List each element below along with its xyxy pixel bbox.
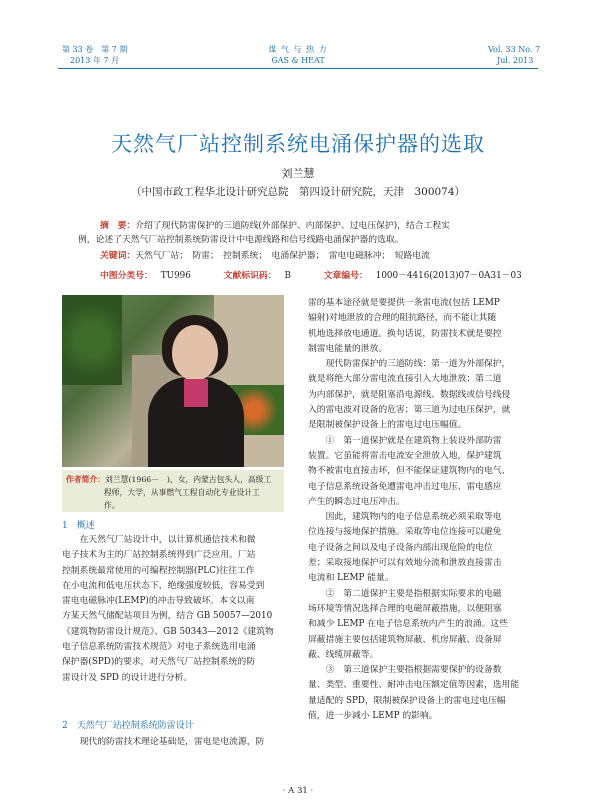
text-line: 因此，建筑物内的电子信息系统必须采取等电 [325,512,502,523]
abstract-text-2: 例，论述了天然气厂站控制系统防雷设计中电源线路和信号线路电涌保护器的选取。 [78,235,404,245]
clc-value: TU996 [160,271,191,281]
volume-issue: 第 33 卷 第 7 期 [62,45,128,54]
text-line: ③ 第三道保护主要指根据需要保护的设备数 [325,665,502,676]
header-rule [58,68,538,69]
journal-name-en: GAS & HEAT [271,56,325,65]
text-line: 《建筑物防雷设计规范》、GB 50343—2012《建筑物 [62,626,274,637]
text-line: 屏蔽措施主要包括建筑物屏蔽、机房屏蔽、设备屏 [308,634,502,645]
bio-line-1: 刘兰慧(1966－ )，女，内蒙古包头人，高级工 [104,475,272,484]
journal-name-cn: 煤 气 与 热 力 [268,45,328,54]
text-line: 现代防雷保护的三道防线：第一道为外部保护， [325,359,511,370]
classification-line [100,268,538,281]
publication-date-en: Jul. 2013 [497,56,534,65]
author-affiliation: （中国市政工程华北设计研究总院 第四设计研究院，天津 300074） [130,186,466,198]
text-line: 雷设计及 SPD 的设计进行分析。 [62,672,193,683]
text-line: 差；采取接地保护可以有效地分流和泄放直接雷击 [308,558,502,569]
text-line: 为内部保护，就是阻塞沿电源线、数据线或信号线侵 [308,389,511,400]
text-line: 物不被雷电直接击坏，但不能保证建筑物内的电气、 [308,466,511,477]
bio-line-2: 程师，大学，从事燃气工程自动化专业设计工 [104,488,260,497]
text-line: 电子信息系统防雷技术规范》对电子系统选用电涌 [62,642,256,653]
section-heading-2: 2 天然气厂站控制系统防雷设计 [62,721,194,731]
text-line: 装置。它虽能将雷击电流安全泄放入地，保护建筑 [308,450,502,461]
text-line: 保护器(SPD)的要求，对天然气厂站控制系统的防 [62,657,256,668]
right-column [308,296,540,724]
article-number-label: 文章编号： [323,271,368,281]
text-line: 产生的瞬态过电压冲击。 [308,496,405,507]
doc-code-label: 文献标识码： [223,271,277,281]
publication-date: 2013 年 7 月 [70,56,120,65]
text-line: 电子设备之间以及电子设备内部出现危险的电位 [308,542,493,553]
abstract-text-1: 介绍了现代防雷保护的三道防线(外部保护、内部保护、过电压保护)，结合工程实 [135,221,450,231]
abstract-label: 摘 要： [100,221,136,231]
text-line: 在天然气厂站设计中，以计算机通信技术和微 [79,535,256,545]
text-line: 量、类型、重要性、耐冲击电压额定值等因素，选用能 [308,680,520,691]
clc-label: 中图分类号： [100,271,153,281]
text-line: 在小电流和低电压状态下，绝缘强度较低，容易受到 [62,580,265,591]
author-name: 刘兰慧 [281,167,315,180]
text-line: 制雷电能量的泄放。 [308,343,388,354]
text-line: 值，进一步减小 LEMP 的影响。 [308,711,438,722]
keywords-label: 关键词： [100,251,136,261]
text-line: 现代的防雷技术理论基础是，雷电是电流源，防 [79,737,265,747]
volume-issue-en: Vol. 33 No. 7 [488,45,541,54]
abstract-line-1 [100,220,542,233]
text-line: 电子技术为主的厂站控制系统得到广泛应用。厂站 [62,550,256,561]
text-line: 雷电电磁脉冲(LEMP)的冲击导致破坏。本文以南 [62,596,255,607]
bio-line-3: 作。 [104,501,120,510]
text-line: 量适配的 SPD，限制被保护设备上的雷电过电压幅 [308,695,506,706]
text-line: 机地选择放电通道。换句话说，防雷技术就是要控 [308,328,502,339]
text-line: 蔽、线缆屏蔽等。 [308,649,379,660]
text-line: 方某天然气储配站项目为例，结合 GB 50057—2010 [62,611,273,622]
text-line: 辐射)对地泄放的合理的阻抗路径，而不能让其随 [308,313,497,324]
keywords-line [100,250,542,263]
doc-code-value: B [284,271,291,281]
text-line: 电流和 LEMP 能量。 [308,573,394,584]
text-line: 电子信息系统设备免遭雷电冲击过电压、雷电感应 [308,481,502,492]
author-bio-box [62,470,284,512]
text-line: 控制系统最常使用的可编程控制器(PLC)往往工作 [62,565,255,576]
article-title: 天然气厂站控制系统电涌保护器的选取 [111,132,485,156]
text-line: 位连接与接地保护措施。采取等电位连接可以避免 [308,527,502,538]
bio-label: 作者简介： [66,475,105,484]
article-number-value: 1000－4416(2013)07－0A31－03 [375,271,522,281]
text-line: 和减少 LEMP 在电子信息系统内产生的浪涌。这些 [308,619,508,630]
text-line: 是限制被保护设备上的雷电过电压幅值。 [308,420,467,431]
author-photo [62,295,284,467]
keywords-text: 天然气厂站； 防雷； 控制系统； 电涌保护器； 雷电电磁脉冲； 短路电流 [135,251,430,261]
text-line: 场环境等情况选择合理的电磁屏蔽措施，以便阻塞 [308,603,502,614]
text-line: 就是将绝大部分雷电流直接引入大地泄放；第二道 [308,374,502,385]
text-line: ① 第一道保护就是在建筑物上装设外部防雷 [325,435,502,446]
text-line: ② 第二道保护主要是指根据实际要求的电磁 [325,588,502,599]
text-line: 入的雷电波对设备的危害；第三道为过电压保护，就 [308,405,511,416]
left-column [62,533,284,686]
section-heading-1: 1 概述 [62,521,95,531]
page-number: · A 31 · [282,786,314,796]
text-line: 雷的基本途径就是要提供一条雷电流(包括 LEMP [308,298,500,308]
